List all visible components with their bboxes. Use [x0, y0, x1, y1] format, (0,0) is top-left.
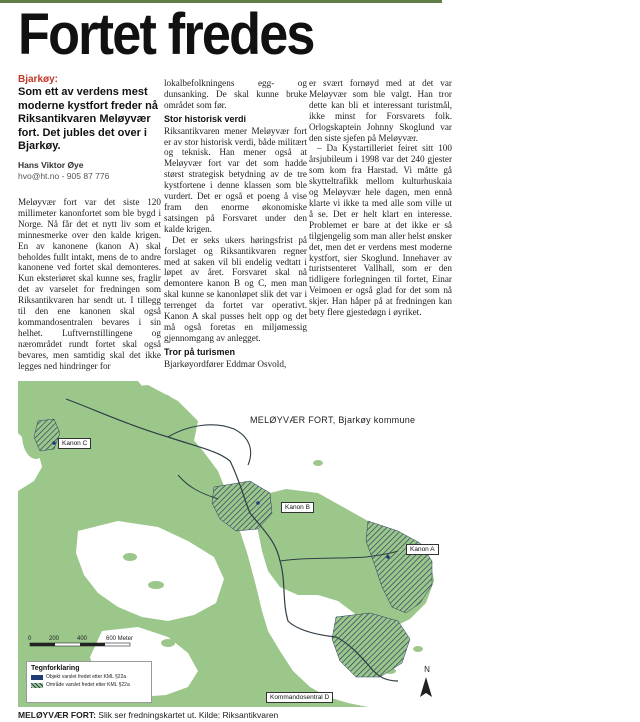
article-column-3 — [309, 78, 452, 318]
scale-tick: 0 — [28, 636, 32, 642]
headline: Fortet fredes — [18, 2, 314, 67]
paragraph: er svært fornøyd med at det var Meløyvær som ble valgt. Han tror dette kan bli et interessant turistmål, ikke minst for Forsvarets folk. Orlogskaptein Johnny Skoglund var den siste sjefen på Meløyvær. — [309, 78, 452, 143]
scale-tick: 600 Meter — [106, 636, 134, 642]
object-marker — [52, 441, 56, 445]
north-label: N — [424, 665, 430, 674]
map-caption — [18, 710, 278, 720]
legend-label: Objekt varslet fredet etter KML §22a — [46, 674, 127, 680]
byline-contact: hvo@ht.no - 905 87 776 — [18, 171, 110, 181]
subheading: Tror på turismen — [164, 346, 236, 357]
legend-swatch-area — [31, 683, 43, 688]
label-kanon-c: Kanon C — [58, 438, 91, 449]
map-legend — [26, 661, 152, 703]
paragraph: lokalbefolkningens egg- og dunsanking. De skal kunne bruke området som før. — [164, 78, 307, 110]
dateline: Bjarkøy: — [18, 74, 59, 85]
ingress: Som ett av verdens mest moderne kystfort freder nå Riksantikvaren Meløyvær fort. Det jubles det over i Bjarkøy. — [18, 86, 158, 152]
byline — [18, 160, 160, 182]
byline-name: Hans Viktor Øye — [18, 160, 84, 170]
object-marker — [386, 555, 390, 559]
label-kanon-a: Kanon A — [406, 544, 439, 555]
paragraph: Det er seks ukers høringsfrist på forslaget og Riksantikvaren regner med at saken vil bli endelig vedtatt i løpet av året. Forsvaret skal nå demontere kanon B og C, men man skal kunne se kanonløpet slik det var i terrenget da fortet var operativt. Kanon A skal pusses helt opp og det må også foretas en miljømessig gjennomgang av anlegget. — [164, 234, 307, 343]
islet — [161, 639, 175, 647]
paragraph: Meløyvær fort var det siste 120 millimeter kanonfortet som ble bygd i Norge. Nå får det et nytt liv som et minnesmerke over den kalde krigen. En av kanonene (kanon A) skal beholdes fullt intakt, mens de to andre kanonene ved fortet skal demonteres. Kun eksteriøret skal kunne ses, fraglir det av varselet for fredningen som Riksantikvaren har sendt ut. I tillegg til den ene kanonen skal også kommandosentralen bevares i sin helhet. Luftvernstillingene og nærområdet rundt fortet skal også bevares, men samtidig skal det ikke legges ned hindringer for — [18, 197, 161, 371]
paragraph: Riksantikvaren mener Meløyvær fort er av stor historisk verdi, både militært og teknisk. Han mener også at Meløyvær fort var det som hadde størst strategisk betydning av de tre kystfortene i denne klassen som ble vurdert. Det er også et poeng å vise fram den enorme økonomiske satsingen på Forsvaret under den kalde krigen. — [164, 125, 307, 234]
scale-bar-segment — [30, 643, 55, 646]
map-graphic — [18, 381, 442, 707]
scale-tick: 400 — [77, 636, 88, 642]
object-marker — [256, 501, 260, 505]
legend-item — [31, 682, 151, 688]
paragraph: Bjarkøyordfører Eddmar Osvold, — [164, 358, 287, 369]
north-arrow-icon — [420, 677, 432, 697]
article-column-1 — [18, 197, 161, 372]
islet — [123, 553, 137, 561]
legend-swatch-object — [31, 675, 43, 680]
article-column-2 — [164, 78, 307, 370]
islet — [313, 460, 323, 466]
scale-tick: 200 — [49, 636, 60, 642]
islet — [104, 426, 124, 436]
legend-title: Tegnforklaring — [31, 665, 80, 672]
preservation-map — [18, 381, 442, 707]
islet — [413, 646, 423, 652]
map-title: MELØYVÆR FORT, Bjarkøy kommune — [250, 415, 416, 425]
subheading: Stor historisk verdi — [164, 113, 247, 124]
scale-bar-segment — [80, 643, 105, 646]
legend-item — [31, 674, 151, 680]
label-kanon-b: Kanon B — [281, 502, 314, 513]
paragraph: – Da Kystartilleriet feiret sitt 100 årsjubileum i 1998 var det 240 gjester som kom fra Harstad. Vi måtte gå skytteltrafikk mellom kulturhuskaia og Meløyvær hele dagen, men ennå klarte vi ikke ta med alle som ville ut å se. Det er helt klart en interesse. Problemet er bare at det ikke er så tilgjengelig som man aller helst ønsker det, men det er verdens mest moderne kystfort, sier Skoglund. Innehaver av turistsenteret Vallhall, som er den tidligere forlegningen til fortet, Einar Veimoen er også glad for det som nå skjer. Han håper på at fredningen kan bety flere gjestedøgn i øyriket. — [309, 143, 452, 318]
caption-lead: MELØYVÆR FORT: — [18, 710, 96, 720]
label-kommandosentral: Kommandosentral D — [266, 692, 333, 703]
islet — [148, 581, 164, 589]
caption-text: Slik ser fredningskartet ut. Kilde: Riksantikvaren — [95, 710, 279, 720]
islet — [100, 610, 112, 616]
legend-label: Område varslet fredet etter KML §22a — [46, 682, 130, 688]
